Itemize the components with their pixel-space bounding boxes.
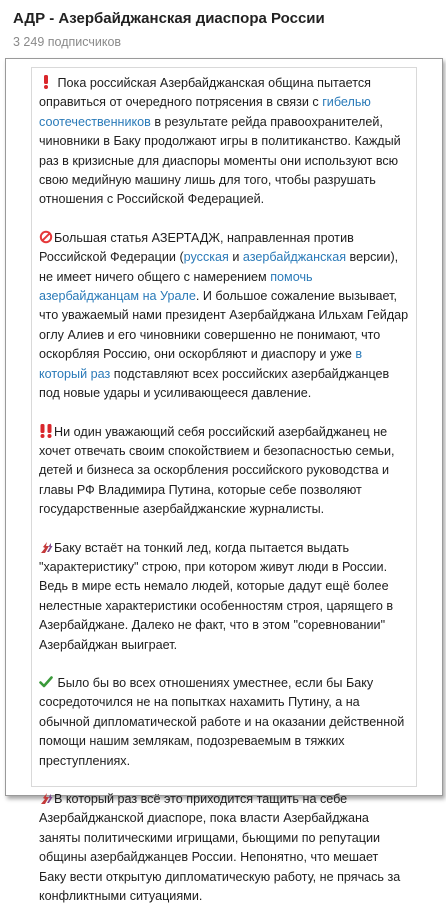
no-entry-icon xyxy=(39,230,53,244)
double-exclamation-icon xyxy=(39,424,53,438)
paragraph-3 xyxy=(39,423,409,520)
paragraph-3-text: Ни один уважающий себя российский азербайджанец не хочет отвечать своим спокойствием и безопасностью семьи, детей и бизнеса за оскорбления российского руководства и главы РФ Владимира Путина, которые себе позволяют государственные азербайджанские журналисты. xyxy=(39,424,395,517)
paragraph-1-text-a: Пока российская Азербайджанская община пытается оправиться от очередного потрясения в связи с xyxy=(39,76,371,110)
link-again[interactable]: в который раз xyxy=(39,347,363,381)
paragraph-5 xyxy=(39,674,409,771)
subscriber-count: 3 249 подписчиков xyxy=(13,35,122,49)
paragraph-2-text-b: и xyxy=(228,250,243,265)
post-text xyxy=(39,74,409,906)
paragraph-2-text-e: подставляют всех российских азербайджанцев под новые удары и усиливающееся давление. xyxy=(39,366,390,401)
check-mark-icon xyxy=(39,675,53,689)
thinking-face-icon xyxy=(39,540,53,554)
link-azerbaijani[interactable]: азербайджанская xyxy=(242,250,347,265)
link-ural[interactable]: помочь азербайджанцам на Урале xyxy=(39,269,313,304)
paragraph-1-text-b: в результате рейда правоохранителей, чиновники в Баку продолжают игры в политиканство. Каждый раз в кризисные для диаспоры моменты они используют всю свою медийную машину лишь для того, чтобы разрушать отношения с Российской Федерацией. xyxy=(39,114,401,207)
paragraph-4-text: Баку встаёт на тонкий лед, когда пытается выдать "характеристику" строю, при котором живут люди в России. Ведь в мире есть немало людей, которые дадут ещё более нелестные характеристики особенностям строя, царящего в Азербайджане. Далеко не факт, что в этом "соревновании" Азербайджан выиграет. xyxy=(39,540,394,652)
paragraph-4 xyxy=(39,539,409,655)
paragraph-2-text-c: версии), не имеет ничего общего с намерением xyxy=(39,250,399,284)
paragraph-6-text: В который раз всё это приходится тащить на себе Азербайджанской диаспоре, пока власти Азербайджана заняты политическими игрищами, бьющими по репутации общины азербайджанцев России. Непонятно, что мешает Баку вести открытую дипломатическую работу, не прячась за конфликтными ситуациями. xyxy=(39,792,401,904)
paragraph-1 xyxy=(39,74,409,210)
post-body xyxy=(31,67,417,904)
paragraph-2-text-a: Большая статья АЗЕРТАДЖ, направленная против Российской Федерации ( xyxy=(39,230,354,265)
channel-title[interactable]: АДР - Азербайджанская диаспора России xyxy=(13,10,325,27)
paragraph-2 xyxy=(39,229,409,404)
post-card xyxy=(5,58,443,904)
paragraph-6 xyxy=(39,790,409,906)
exclamation-icon xyxy=(39,75,53,89)
thinking-face-icon xyxy=(39,791,53,805)
paragraph-5-text: Было бы во всех отношениях уместнее, если бы Баку сосредоточился не на попытках нахамить Путину, а на обычной дипломатической работе и на оказании действенной помощи нашим землякам, подозреваемым в тяжких преступлениях. xyxy=(39,675,405,768)
link-russian[interactable]: русская xyxy=(183,250,229,265)
paragraph-2-text-d: . И большое сожаление вызывает, что уважаемый нами президент Азербайджана Ильхам Гейдар оглу Алиев и его чиновники совершенно не понимают, что оскорбляя Россию, они оскорбляют и диаспору и уже xyxy=(39,289,409,362)
channel-header[interactable] xyxy=(0,0,446,58)
link-gibel[interactable]: гибелью соотечественников xyxy=(39,95,371,129)
